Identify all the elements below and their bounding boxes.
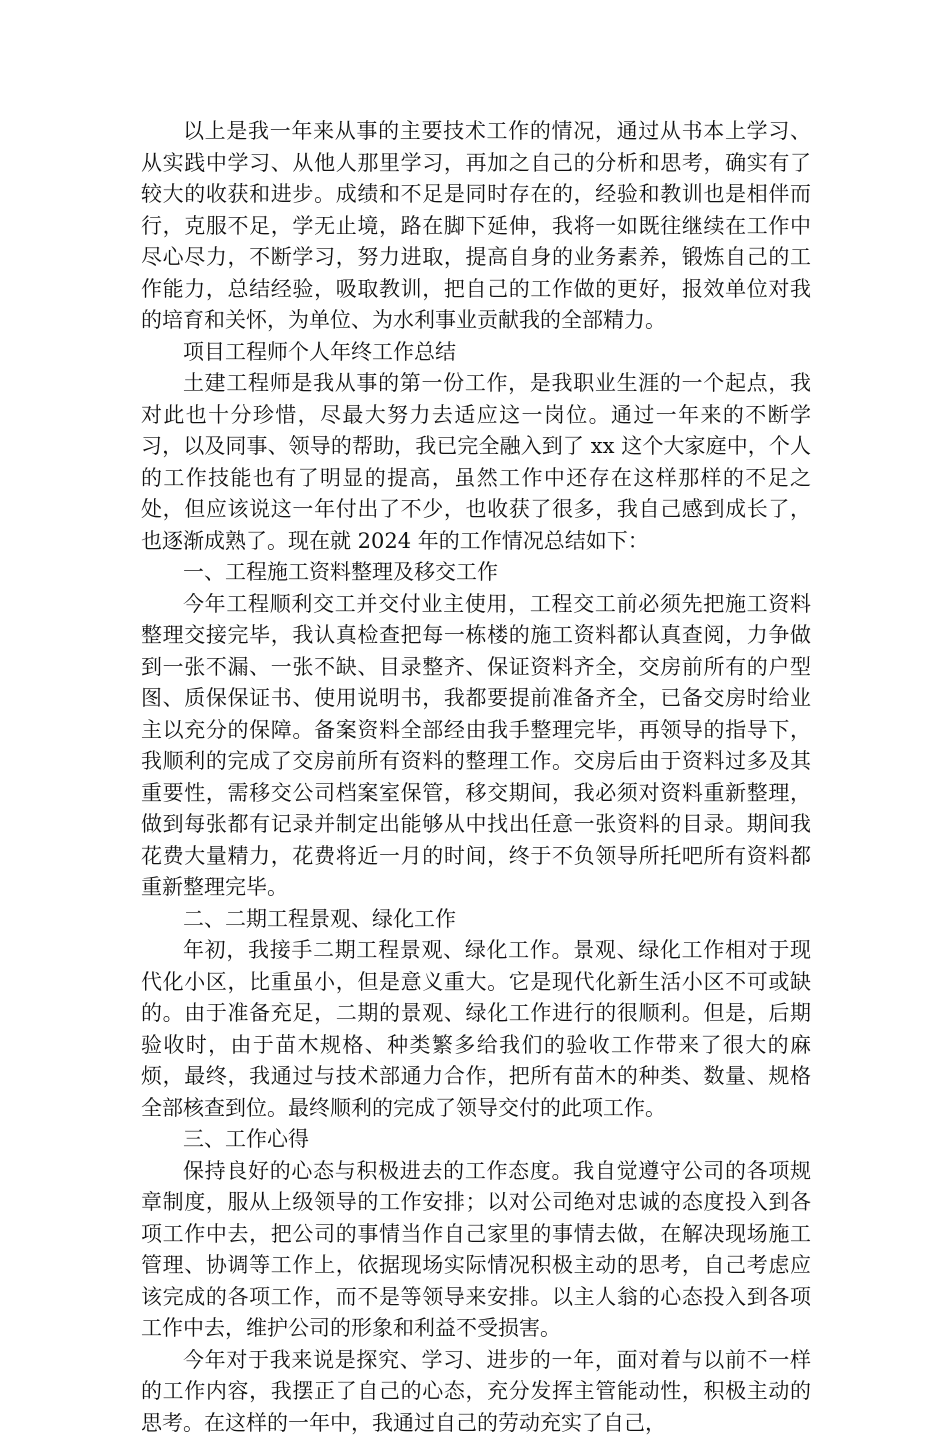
paragraph-section-3-a: 保持良好的心态与积极进去的工作态度。我自觉遵守公司的各项规章制度，服从上级领导的工作安排；以对公司绝对忠诚的态度投入到各项工作中去，把公司的事情当作自己家里的事情去做，在解决现场施工管理、协调等工作上，依据现场实际情况积极主动的思考，自己考虑应该完成的各项工作，而不是等领导来安排。以主人翁的心态投入到各项工作中去，维护公司的形象和利益不受损害。 [141,1156,811,1345]
paragraph-opening: 土建工程师是我从事的第一份工作，是我职业生涯的一个起点，我对此也十分珍惜，尽最大努力去适应这一岗位。通过一年来的不断学习，以及同事、领导的帮助，我已完全融入到了 xx 这个大家庭中，个人的工作技能也有了明显的提高，虽然工作中还存在这样那样的不足之处，但应该说这一年付出了不少，也收获了很多，我自己感到成长了，也逐渐成熟了。现在就 2024 年的工作情况总结如下： [141,368,811,557]
document-body [141,116,811,1439]
paragraph-summary-intro: 以上是我一年来从事的主要技术工作的情况，通过从书本上学习、从实践中学习、从他人那里学习，再加之自己的分析和思考，确实有了较大的收获和进步。成绩和不足是同时存在的，经验和教训也是相伴而行，克服不足，学无止境，路在脚下延伸，我将一如既往继续在工作中尽心尽力，不断学习，努力进取，提高自身的业务素养，锻炼自己的工作能力，总结经验，吸取教训，把自己的工作做的更好，报效单位对我的培育和关怀，为单位、为水利事业贡献我的全部精力。 [141,116,811,337]
paragraph-section-3-b: 今年对于我来说是探究、学习、进步的一年，面对着与以前不一样的工作内容，我摆正了自己的心态，充分发挥主管能动性，积极主动的思考。在这样的一年中，我通过自己的劳动充实了自己， [141,1345,811,1439]
paragraph-section-2: 年初，我接手二期工程景观、绿化工作。景观、绿化工作相对于现代化小区，比重虽小，但是意义重大。它是现代化新生活小区不可或缺的。由于准备充足，二期的景观、绿化工作进行的很顺利。但是，后期验收时，由于苗木规格、种类繁多给我们的验收工作带来了很大的麻烦，最终，我通过与技术部通力合作，把所有苗木的种类、数量、规格全部核查到位。最终顺利的完成了领导交付的此项工作。 [141,935,811,1124]
heading-section-3: 三、工作心得 [141,1124,811,1156]
section-title: 项目工程师个人年终工作总结 [141,337,811,369]
heading-section-2: 二、二期工程景观、绿化工作 [141,904,811,936]
paragraph-section-1: 今年工程顺利交工并交付业主使用，工程交工前必须先把施工资料整理交接完毕，我认真检查把每一栋楼的施工资料都认真查阅，力争做到一张不漏、一张不缺、目录整齐、保证资料齐全，交房前所有的户型图、质保保证书、使用说明书，我都要提前准备齐全，已备交房时给业主以充分的保障。备案资料全部经由我手整理完毕，再领导的指导下，我顺利的完成了交房前所有资料的整理工作。交房后由于资料过多及其重要性，需移交公司档案室保管，移交期间，我必须对资料重新整理，做到每张都有记录并制定出能够从中找出任意一张资料的目录。期间我花费大量精力，花费将近一月的时间，终于不负领导所托吧所有资料都重新整理完毕。 [141,589,811,904]
heading-section-1: 一、工程施工资料整理及移交工作 [141,557,811,589]
